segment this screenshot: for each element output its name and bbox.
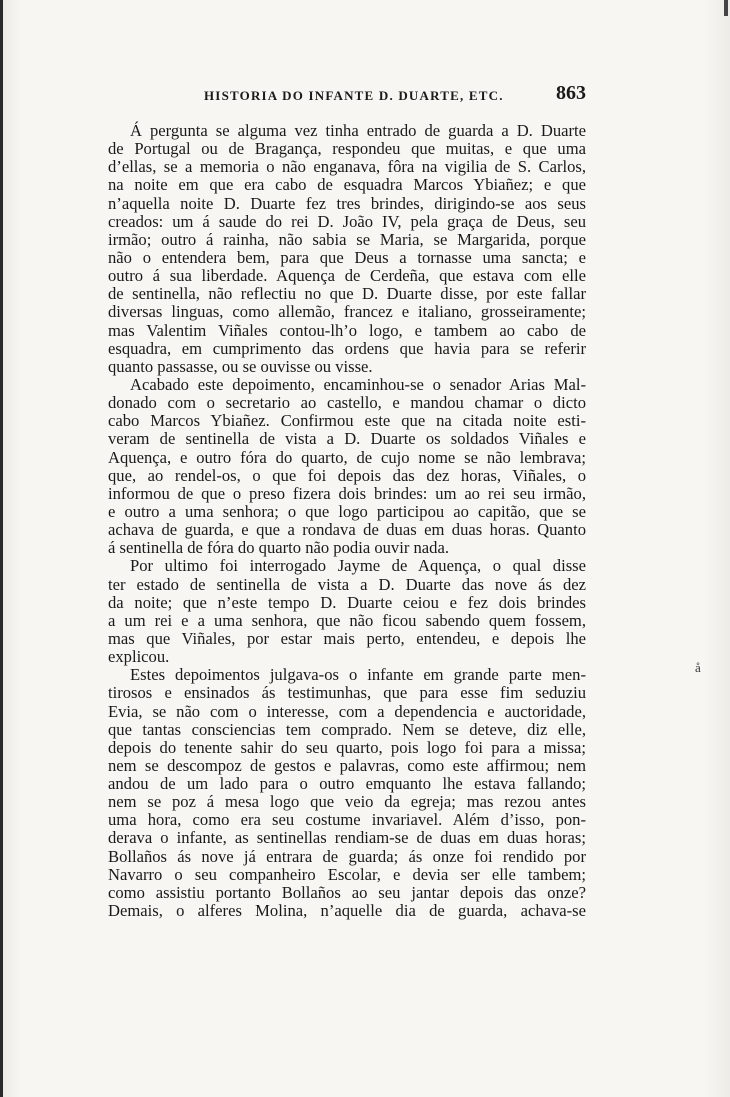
page-number: 863 <box>556 82 586 104</box>
text-line: não o entendera bem, para que Deus a tornasse uma sancta; e <box>108 247 586 267</box>
text-line: derava o infante, as sentinellas rendiam-se de duas em duas horas; <box>108 828 586 848</box>
text-line: que, ao rendel-os, o que foi depois das dez horas, Viñales, o <box>108 465 586 485</box>
text-line: irmão; outro á rainha, não sabia se Maria, se Margarida, porque <box>108 229 586 249</box>
text-line: explicou. <box>108 647 170 667</box>
text-line: Aquença, e outro fóra do quarto, de cujo nome se não lembrava; <box>108 447 586 467</box>
text-line: diversas linguas, como allemão, francez e italiano, grosseiramente; <box>108 302 586 322</box>
text-line: Acabado este depoimento, encaminhou-se o senador Arias Mal- <box>130 374 586 394</box>
text-line: donado com o secretario ao castello, e mandou chamar o dicto <box>108 393 586 413</box>
text-line: n’aquella noite D. Duarte fez tres brindes, dirigindo-se aos seus <box>108 193 586 213</box>
text-line: tirosos e ensinados ás testimunhas, que para esse fim seduziu <box>108 683 586 703</box>
text-line: outro á sua liberdade. Aquença de Cerdeña, que estava com elle <box>108 266 586 286</box>
text-line: á sentinella de fóra do quarto não podia ouvir nada. <box>108 538 449 558</box>
text-line: Navarro o seu companheiro Escolar, e devia ser elle tambem; <box>108 864 586 884</box>
text-line: ter estado de sentinella de vista a D. Duarte das nove ás dez <box>108 574 586 594</box>
text-line: d’ellas, se a memoria o não enganava, fôra na vigilia de S. Carlos, <box>108 157 586 177</box>
text-line: Demais, o alferes Molina, n’aquelle dia de guarda, achava-se <box>108 901 586 921</box>
text-line: Bollaños ás nove já entrara de guarda; ás onze foi rendido por <box>108 846 586 866</box>
text-line: mas Valentim Viñales contou-lh’o logo, e tambem ao cabo de <box>108 320 586 340</box>
scan-corner-mark <box>724 0 728 16</box>
text-line: Estes depoimentos julgava-os o infante em grande parte men- <box>130 665 586 685</box>
text-line: quanto passasse, ou se ouvisse ou visse. <box>108 356 373 376</box>
text-line: mas que Viñales, por estar mais perto, entendeu, e depois lhe <box>108 628 586 648</box>
text-line: que tantas consciencias tem comprado. Nem se deteve, diz elle, <box>108 719 586 739</box>
text-line: Á pergunta se alguma vez tinha entrado de guarda a D. Duarte <box>130 121 586 140</box>
body-text <box>108 122 586 920</box>
text-line: de Portugal ou de Bragança, respondeu que muitas, e que uma <box>108 139 586 159</box>
text-line: nem se descompoz de gestos e palavras, como este affirmou; nem <box>108 755 586 775</box>
text-line: nem se poz á mesa logo que veio da egreja; mas rezou antes <box>108 792 586 812</box>
margin-mark: å <box>695 660 701 675</box>
text-line: Evia, se não com o interesse, com a dependencia e auctoridade, <box>108 701 586 721</box>
text-line: andou de um lado para o outro emquanto lhe estava fallando; <box>108 774 586 794</box>
text-line: creados: um á saude do rei D. João IV, pela graça de Deus, seu <box>108 211 586 231</box>
text-line: cabo Marcos Ybiañez. Confirmou este que na citada noite esti- <box>108 411 586 431</box>
text-line: da noite; que n’este tempo D. Duarte ceiou e fez dois brindes <box>108 592 586 612</box>
running-title: HISTORIA DO INFANTE D. DUARTE, ETC. <box>204 88 504 103</box>
text-line: a um rei e a uma senhora, que não ficou sabendo quem fossem, <box>108 610 586 630</box>
text-line: como assistiu portanto Bollaños ao seu jantar depois das onze? <box>108 882 586 902</box>
text-line: na noite em que era cabo de esquadra Marcos Ybiañez; e que <box>108 175 586 195</box>
page-header <box>108 82 588 106</box>
text-line: uma hora, como era seu costume invariavel. Além d’isso, pon- <box>108 810 586 830</box>
text-line: e outro a uma senhora; o que logo participou ao capitão, que se <box>108 501 586 521</box>
text-line: esquadra, em cumprimento das ordens que havia para se referir <box>108 338 586 358</box>
text-line: veram de sentinella de vista a D. Duarte os soldados Viñales e <box>108 429 586 449</box>
text-line: informou de que o preso fizera dois brindes: um ao rei seu irmão, <box>108 483 586 503</box>
text-line: de sentinella, não reflectiu no que D. Duarte disse, por este fallar <box>108 284 586 304</box>
text-line: achava de guarda, e que a rondava de duas em duas horas. Quanto <box>108 520 586 540</box>
text-line: depois do tenente sahir do seu quarto, pois logo foi para a missa; <box>108 737 586 757</box>
text-line: Por ultimo foi interrogado Jayme de Aquença, o qual disse <box>130 556 586 576</box>
